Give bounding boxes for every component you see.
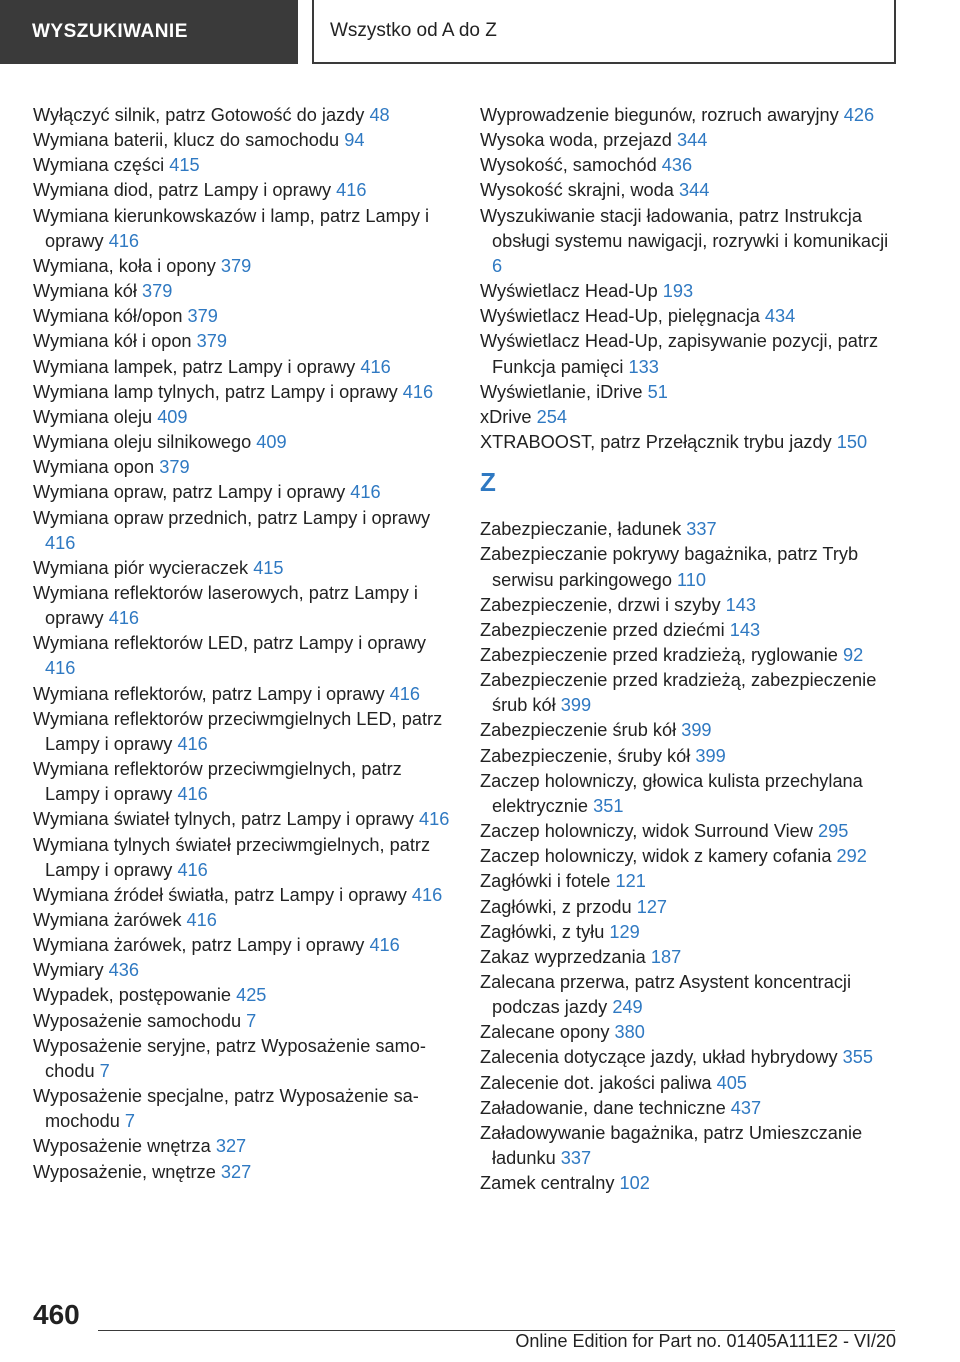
page-link[interactable]: 7 — [124, 1111, 136, 1132]
index-entry — [480, 643, 900, 668]
index-term: Zagłówki, z tyłu — [480, 921, 605, 942]
page-link[interactable]: 409 — [157, 406, 188, 427]
index-term: Wyposażenie samochodu — [33, 1010, 242, 1031]
index-entry — [33, 455, 453, 480]
index-entry — [33, 1134, 453, 1159]
index-term: Wymiana diod, patrz Lampy i oprawy — [33, 180, 332, 201]
index-entry — [33, 908, 453, 933]
page-link[interactable]: 416 — [336, 180, 367, 201]
index-term: Zabezpieczenie przed kradzieżą, zabezpieczenie śrub kół — [480, 670, 877, 716]
index-term: Zamek centralny — [480, 1173, 615, 1194]
index-entry — [33, 682, 453, 707]
page-link[interactable]: 436 — [108, 960, 139, 981]
page-link[interactable]: 344 — [676, 130, 708, 151]
page-link[interactable]: 102 — [619, 1173, 650, 1194]
index-term: Wymiana oleju — [33, 406, 153, 427]
page-link[interactable]: 150 — [836, 432, 868, 453]
index-column-left — [33, 103, 453, 1185]
index-entry — [480, 204, 900, 279]
index-entry — [33, 581, 453, 631]
index-entry — [33, 254, 453, 279]
index-group-z — [480, 517, 900, 1196]
index-group-w — [480, 103, 900, 455]
index-term: Wymiana żarówek, patrz Lampy i oprawy — [33, 935, 365, 956]
page-link[interactable]: 193 — [662, 281, 694, 302]
index-term: Wymiana kół/opon — [33, 306, 183, 327]
index-entry — [480, 517, 900, 542]
index-term: Wyświetlacz Head-Up, pielęgnacja — [480, 306, 760, 327]
index-entry — [33, 380, 453, 405]
index-term: Wyświetlacz Head-Up, zapisywanie pozycji, patrz Funkcja pamięci — [480, 331, 879, 377]
page-link[interactable]: 187 — [650, 946, 682, 967]
index-entry — [480, 718, 900, 743]
page-link[interactable]: 425 — [236, 985, 267, 1006]
page-link[interactable]: 379 — [196, 331, 227, 352]
index-entry — [480, 769, 900, 819]
index-term: Wymiana opraw przednich, patrz Lampy i oprawy — [33, 507, 431, 528]
page-link[interactable]: 416 — [45, 532, 76, 553]
index-term: Zalecane opony — [480, 1022, 610, 1043]
index-term: Zabezpieczanie pokrywy bagażnika, patrz Tryb serwisu parkingowego — [480, 544, 859, 590]
index-term: Wymiana świateł tylnych, patrz Lampy i oprawy — [33, 809, 414, 830]
index-term: Wymiana oleju silnikowego — [33, 432, 252, 453]
section-title: WYSZUKIWANIE — [32, 21, 188, 42]
index-entry — [480, 945, 900, 970]
index-term: Wymiana baterii, klucz do samochodu — [33, 130, 340, 151]
index-column-right — [480, 103, 900, 1196]
index-term: Załadowanie, dane techniczne — [480, 1097, 726, 1118]
index-entry — [33, 883, 453, 908]
index-term: Wymiana części — [33, 155, 165, 176]
page-link[interactable]: 351 — [593, 795, 624, 816]
page-link[interactable]: 399 — [560, 695, 592, 716]
index-term: Wymiana lamp tylnych, patrz Lampy i oprawy — [33, 381, 398, 402]
index-entry — [33, 405, 453, 430]
index-term: Wymiana kół — [33, 281, 137, 302]
page-link[interactable]: 51 — [647, 381, 668, 402]
index-entry — [33, 103, 453, 128]
index-term: Zakaz wyprzedzania — [480, 946, 646, 967]
index-entry — [480, 844, 900, 869]
index-entry — [33, 430, 453, 455]
page-link[interactable]: 416 — [108, 608, 140, 629]
index-entry — [33, 1009, 453, 1034]
index-entry — [480, 329, 900, 379]
index-entry — [480, 405, 900, 430]
index-entry — [33, 128, 453, 153]
index-term: XTRABOOST, patrz Przełącznik trybu jazdy — [480, 432, 832, 453]
index-entry — [480, 128, 900, 153]
page-link[interactable]: 6 — [492, 255, 503, 276]
page-link[interactable]: 416 — [186, 910, 217, 930]
index-entry — [33, 833, 453, 883]
index-term: Wysoka woda, przejazd — [480, 130, 672, 151]
page-link[interactable]: 292 — [836, 846, 867, 867]
index-entry — [33, 707, 453, 757]
page-link[interactable]: 48 — [369, 105, 390, 125]
page-header — [312, 0, 896, 64]
page-link[interactable]: 409 — [256, 432, 287, 453]
page-link[interactable]: 416 — [418, 809, 450, 830]
index-entry — [480, 970, 900, 1020]
index-entry — [480, 153, 900, 178]
page-link[interactable]: 121 — [615, 871, 646, 892]
index-entry — [33, 480, 453, 505]
index-term: Wyprowadzenie biegunów, rozruch awaryjny — [480, 105, 839, 125]
index-entry — [33, 631, 453, 681]
page-link[interactable]: 426 — [843, 105, 875, 125]
index-term: Zaczep holowniczy, widok Surround View — [480, 821, 813, 842]
page-link[interactable]: 415 — [253, 557, 284, 578]
page-link[interactable]: 434 — [764, 306, 796, 327]
page-link[interactable]: 254 — [536, 406, 567, 427]
page-link[interactable]: 295 — [818, 821, 849, 842]
index-term: Zabezpieczenie przed kradzieżą, ryglowanie — [480, 644, 838, 665]
index-term: Zalecenia dotyczące jazdy, układ hybrydowy — [480, 1047, 838, 1068]
section-letter: Z — [480, 467, 496, 498]
index-term: Wymiana lampek, patrz Lampy i oprawy — [33, 356, 356, 377]
page-link[interactable]: 416 — [177, 859, 208, 880]
page-link[interactable]: 337 — [686, 519, 717, 540]
index-term: Wymiana reflektorów, patrz Lampy i oprawy — [33, 683, 385, 704]
index-entry — [33, 807, 453, 832]
index-term: Wymiana źródeł światła, patrz Lampy i oprawy — [33, 884, 407, 905]
index-term: Wyposażenie seryjne, patrz Wyposażenie samochodu — [33, 1035, 426, 1081]
index-term: Zabezpieczenie śrub kół — [480, 720, 677, 741]
index-term: Zalecana przerwa, patrz Asystent koncentracji podczas jazdy — [480, 972, 851, 1018]
index-entry — [480, 895, 900, 920]
page-link[interactable]: 399 — [695, 745, 726, 766]
index-entry — [33, 304, 453, 329]
index-term: Wyposażenie wnętrza — [33, 1136, 211, 1157]
index-entry — [33, 204, 453, 254]
index-term: Zaczep holowniczy, głowica kulista przechylana elektrycznie — [480, 770, 863, 816]
index-term: Wyposażenie specjalne, patrz Wyposażenie samochodu — [33, 1086, 419, 1132]
index-entry — [33, 1084, 453, 1134]
index-entry — [480, 304, 900, 329]
page-link[interactable]: 127 — [636, 896, 668, 917]
page-link[interactable]: 249 — [612, 997, 643, 1018]
index-term: Wymiana tylnych świateł przeciwmgielnych, patrz Lampy i oprawy — [33, 834, 431, 880]
index-entry — [480, 618, 900, 643]
index-term: Wyposażenie, wnętrze — [33, 1161, 216, 1182]
index-entry — [33, 329, 453, 354]
index-entry — [480, 1020, 900, 1045]
index-term: Wyłączyć silnik, patrz Gotowość do jazdy — [33, 105, 365, 125]
page-link[interactable]: 355 — [842, 1047, 873, 1068]
page-link[interactable]: 143 — [725, 594, 756, 615]
index-term: Wymiana opon — [33, 457, 155, 478]
index-entry — [480, 380, 900, 405]
section-tab — [0, 0, 298, 64]
index-entry — [33, 757, 453, 807]
index-term: Wysokość skrajni, woda — [480, 180, 674, 201]
index-entry — [480, 430, 900, 455]
index-term: Wymiana opraw, patrz Lampy i oprawy — [33, 482, 346, 503]
index-term: Wypadek, postępowanie — [33, 985, 232, 1006]
index-entry — [480, 1071, 900, 1096]
index-term: Wymiana reflektorów przeciwmgielnych LED, patrz Lampy i oprawy — [33, 708, 443, 754]
page-link[interactable]: 405 — [716, 1072, 747, 1093]
index-entry — [33, 506, 453, 556]
index-entry — [33, 279, 453, 304]
page-link[interactable]: 437 — [730, 1097, 762, 1118]
index-entry — [480, 1045, 900, 1070]
index-entry — [33, 178, 453, 203]
index-entry — [480, 744, 900, 769]
index-term: xDrive — [480, 406, 532, 427]
index-term: Wymiana reflektorów LED, patrz Lampy i oprawy — [33, 633, 427, 654]
page-link[interactable]: 7 — [246, 1010, 257, 1031]
index-entry — [33, 983, 453, 1008]
index-term: Zabezpieczanie, ładunek — [480, 519, 682, 540]
page-link[interactable]: 327 — [220, 1161, 252, 1182]
index-term: Zabezpieczenie, drzwi i szyby — [480, 594, 721, 615]
index-entry — [33, 958, 453, 983]
index-term: Załadowywanie bagażnika, patrz Umieszczanie ładunku — [480, 1122, 863, 1169]
index-entry — [33, 1034, 453, 1084]
page-link[interactable]: 416 — [402, 381, 434, 402]
page-link[interactable]: 416 — [360, 356, 391, 377]
index-term: Zabezpieczenie przed dziećmi — [480, 619, 725, 640]
index-term: Zagłówki, z przodu — [480, 896, 632, 917]
index-term: Zagłówki i fotele — [480, 871, 611, 892]
index-entry — [33, 153, 453, 178]
index-entry — [480, 103, 900, 128]
page-link[interactable]: 133 — [628, 356, 659, 377]
index-entry — [480, 920, 900, 945]
page-link[interactable]: 416 — [389, 683, 421, 704]
page-link[interactable]: 143 — [729, 619, 761, 640]
page-link[interactable]: 416 — [177, 733, 208, 754]
page-link[interactable]: 7 — [99, 1060, 110, 1081]
page-title: Wszystko od A do Z — [330, 20, 497, 41]
page-link[interactable]: 337 — [560, 1148, 592, 1169]
page-link[interactable]: 110 — [677, 569, 707, 590]
page-number: 460 — [33, 1299, 80, 1330]
index-term: Wymiana, koła i opony — [33, 255, 216, 276]
page-link[interactable]: 379 — [187, 306, 218, 327]
index-term: Wymiana reflektorów przeciwmgielnych, patrz Lampy i oprawy — [33, 759, 402, 805]
page-link[interactable]: 416 — [177, 784, 208, 805]
page-link[interactable]: 416 — [350, 482, 381, 503]
page-link[interactable]: 436 — [661, 155, 693, 176]
page-link[interactable]: 379 — [159, 457, 190, 478]
page-link[interactable]: 379 — [220, 255, 252, 276]
index-term: Wymiary — [33, 960, 104, 981]
page-link[interactable]: 415 — [169, 155, 200, 176]
page-link[interactable]: 327 — [215, 1136, 247, 1157]
index-entry — [480, 593, 900, 618]
index-entry — [480, 1096, 900, 1121]
index-entry — [480, 1121, 900, 1171]
index-entry — [480, 279, 900, 304]
page-link[interactable]: 94 — [344, 130, 365, 151]
page-link[interactable]: 416 — [108, 230, 140, 251]
index-entry — [480, 869, 900, 894]
index-term: Wymiana kół i opon — [33, 331, 192, 352]
index-entry — [33, 1160, 453, 1185]
index-term: Wymiana piór wycieraczek — [33, 557, 249, 578]
page-link[interactable]: 416 — [369, 935, 400, 956]
page-link[interactable]: 92 — [842, 644, 864, 665]
index-term: Wysokość, samochód — [480, 155, 657, 176]
index-entry — [480, 542, 900, 592]
index-term: Zalecenie dot. jakości paliwa — [480, 1072, 712, 1093]
index-entry — [480, 178, 900, 203]
index-entry — [33, 933, 453, 958]
index-term: Wyświetlanie, iDrive — [480, 381, 643, 402]
index-entry — [480, 668, 900, 718]
page-link[interactable]: 416 — [411, 884, 443, 905]
index-term: Wyszukiwanie stacji ładowania, patrz Instrukcja obsługi systemu nawigacji, rozrywki i komunikacji — [480, 205, 889, 251]
index-term: Wyświetlacz Head-Up — [480, 281, 658, 302]
index-entry — [480, 819, 900, 844]
edition-footer: Online Edition for Part no. 01405A111E2 - VI/20 — [515, 1331, 896, 1351]
index-term: Zabezpieczenie, śruby kół — [480, 745, 691, 766]
index-term: Zaczep holowniczy, widok z kamery cofania — [480, 846, 832, 867]
page-link[interactable]: 380 — [614, 1022, 645, 1043]
index-term: Wymiana reflektorów laserowych, patrz Lampy i oprawy — [33, 582, 418, 629]
index-entry — [33, 355, 453, 380]
index-term: Wymiana żarówek — [33, 910, 182, 930]
page-link[interactable]: 416 — [45, 658, 76, 679]
page-link[interactable]: 399 — [681, 720, 712, 741]
page-link[interactable]: 344 — [678, 180, 710, 201]
index-entry — [33, 556, 453, 581]
page-link[interactable]: 129 — [609, 921, 640, 942]
page-link[interactable]: 379 — [142, 281, 173, 302]
index-entry — [480, 1171, 900, 1196]
index-term: Wymiana kierunkowskazów i lamp, patrz Lampy i oprawy — [33, 205, 430, 251]
